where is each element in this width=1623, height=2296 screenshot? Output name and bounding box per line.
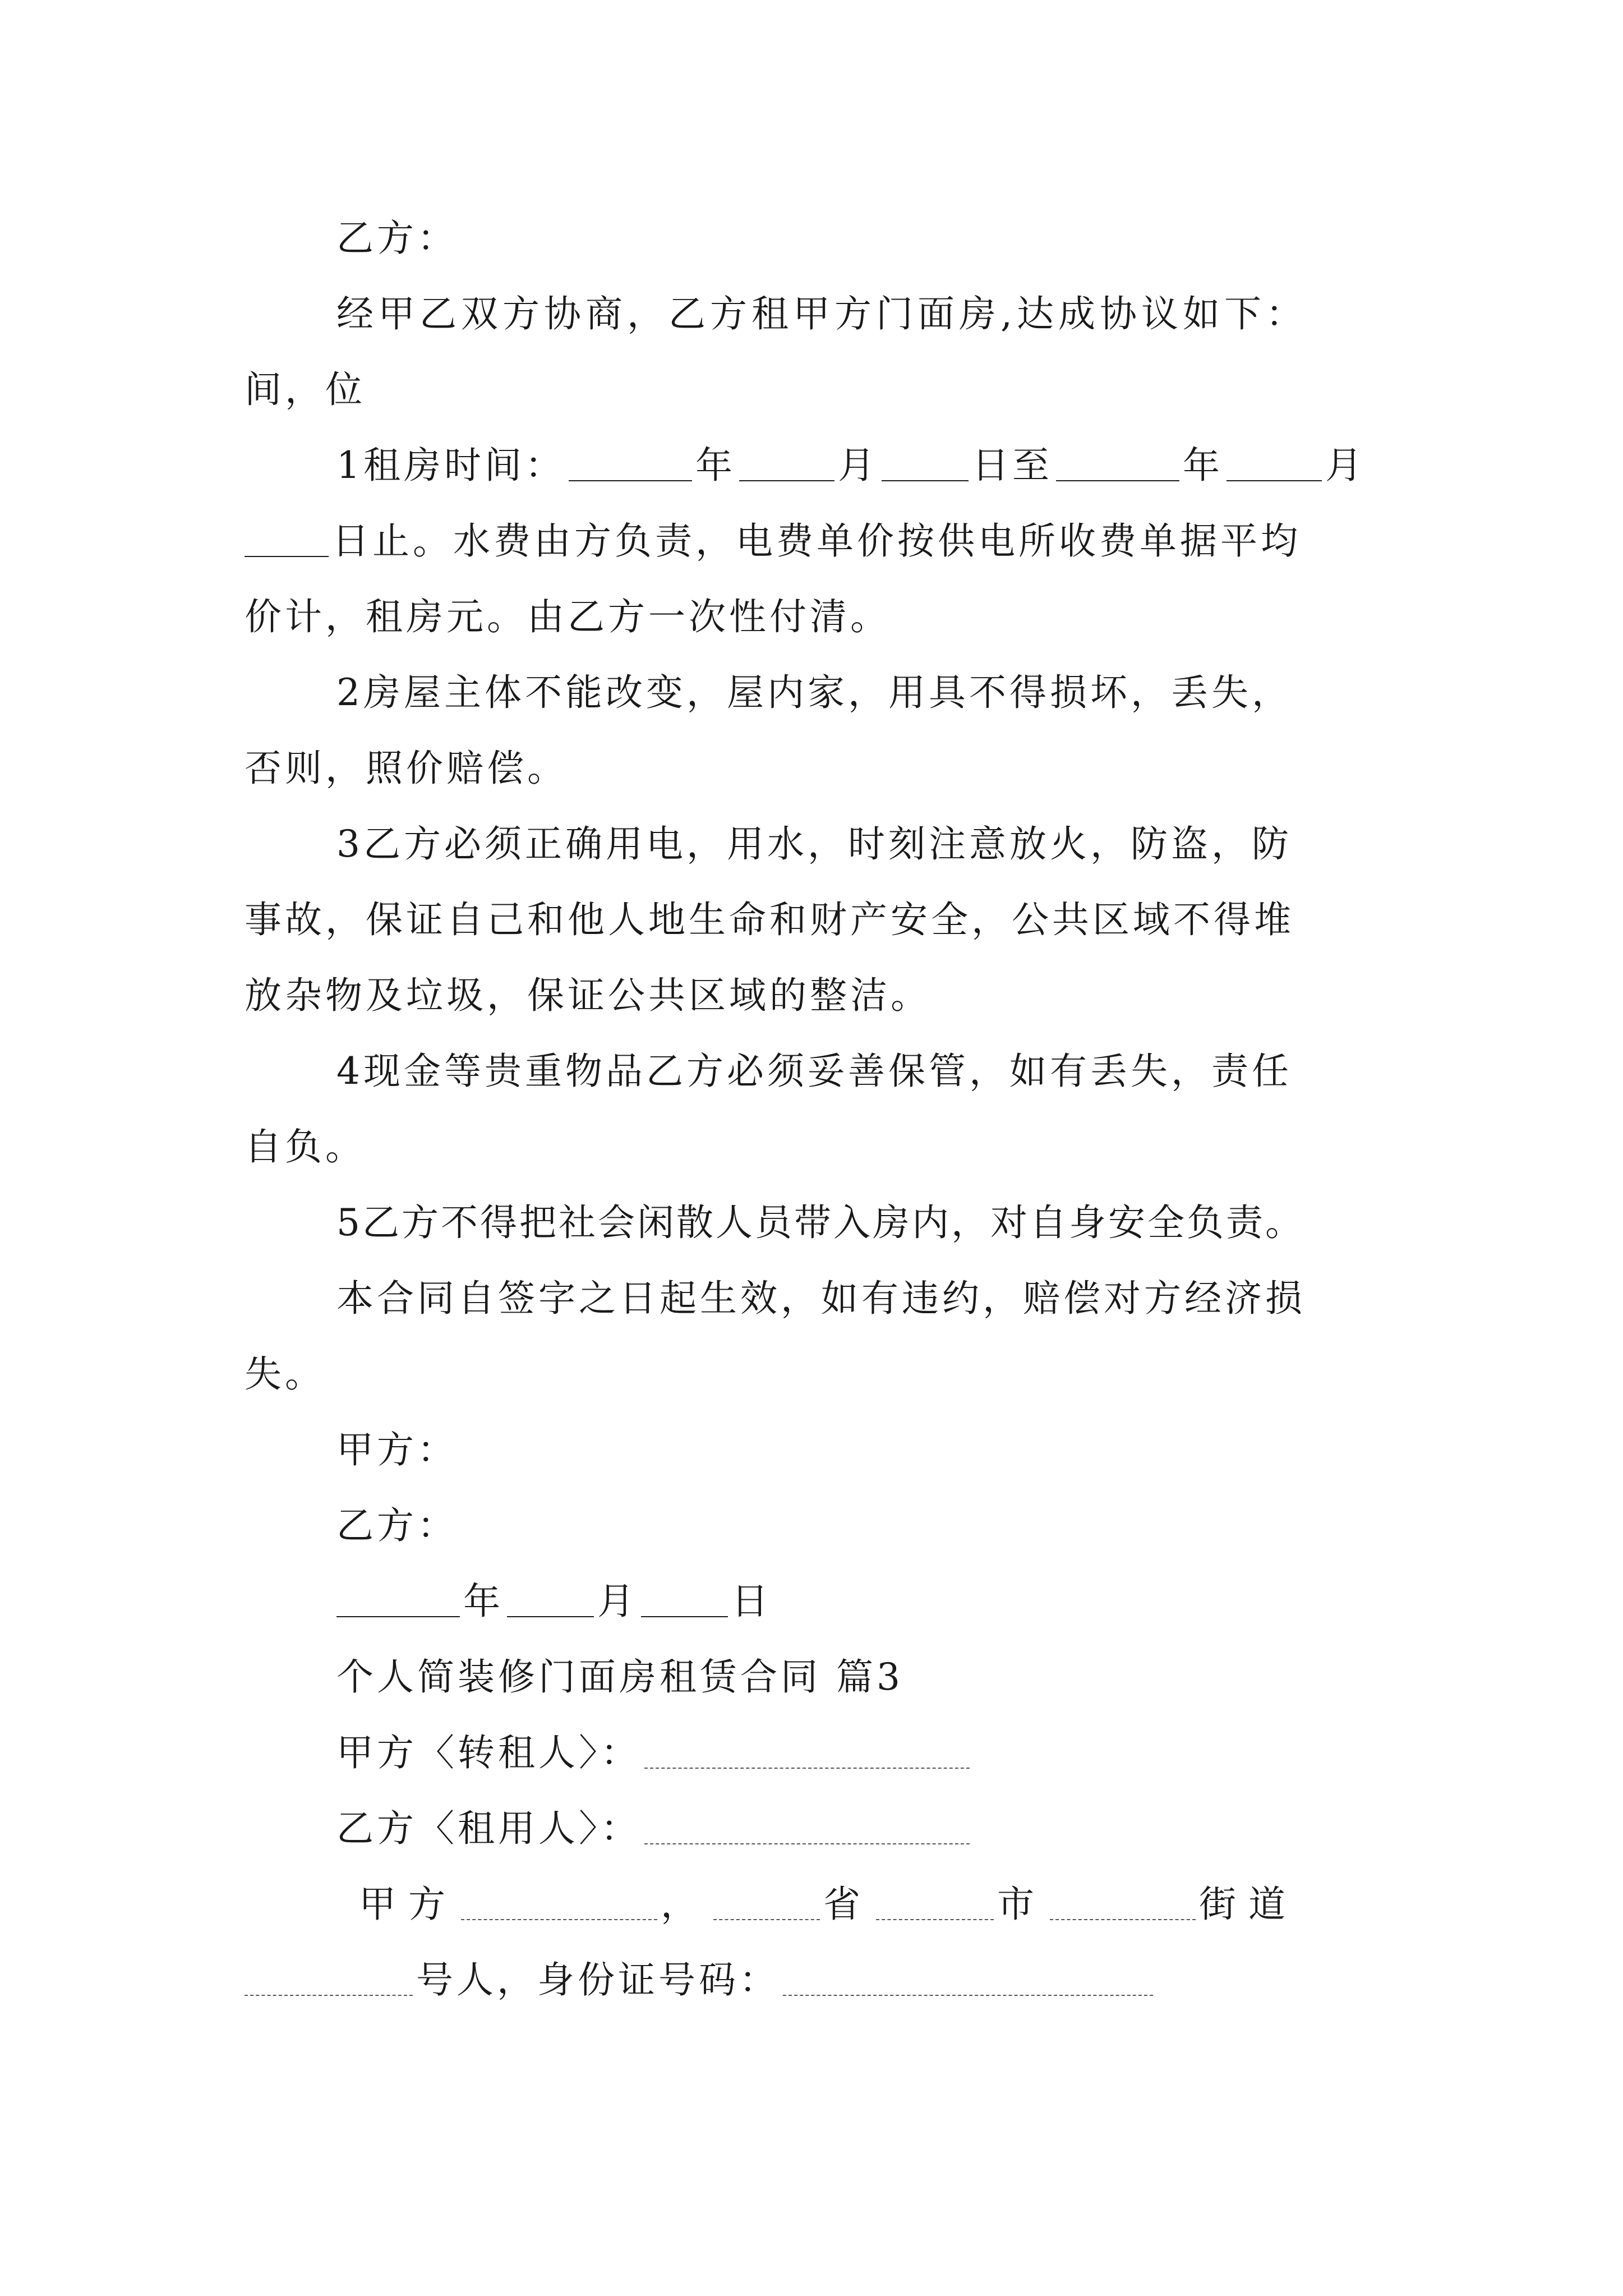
year-label: 年 [695,444,736,487]
party-a-label: 甲方 [359,1883,458,1926]
body-line [245,519,1301,564]
month-label: 月 [838,444,878,487]
blank-field [245,1961,413,1996]
section-title: 个人简装修门面房租赁合同 篇3 [336,1655,903,1699]
blank-field [641,1582,728,1617]
blank-field [1227,447,1322,481]
rent-period-line [336,443,1366,488]
blank-field [1050,1885,1196,1920]
blank-field [876,1885,994,1920]
party-b-signature: 乙方： [336,1504,458,1547]
blank-field [336,1582,460,1617]
body-text: 日止。水费由方负责，电费单价按供电所收费单据平均 [332,519,1301,563]
clause-5: 5乙方不得把社会闲散人员带入房内，对自身安全负责。 [336,1201,1304,1244]
blank-field [507,1582,594,1617]
id-number-line [245,1958,1156,2003]
party-a-signature: 甲方： [336,1428,458,1471]
month-label: 月 [1325,444,1366,487]
sublessor-line [336,1731,973,1775]
blank-field [461,1885,657,1920]
comma: ， [661,1883,710,1926]
city-label: 市 [997,1883,1046,1926]
party-b-label: 乙方： [336,217,458,260]
rent-period-label: 1租房时间： [336,444,565,487]
body-line: 价计，租房元。由乙方一次性付清。 [245,595,891,638]
blank-field [245,522,329,557]
blank-field [882,447,969,481]
blank-field [783,1961,1153,1996]
body-line: 事故，保证自己和他人地生命和财产安全，公共区域不得堆 [245,898,1294,941]
province-label: 省 [823,1883,873,1926]
effective-clause: 本合同自签字之日起生效，如有违约，赔偿对方经济损 [336,1277,1306,1320]
body-line: 自负。 [245,1125,366,1168]
lessee-label: 乙方〈租用人〉： [336,1807,641,1850]
clause-4: 4现金等贵重物品乙方必须妥善保管，如有丢失，责任 [336,1050,1292,1093]
day-label: 日 [731,1580,772,1623]
body-line: 放杂物及垃圾，保证公共区域的整洁。 [245,974,931,1017]
day-to-label: 日至 [972,444,1053,487]
year-label: 年 [1183,444,1223,487]
lessee-line [336,1806,973,1851]
blank-field [739,447,834,481]
body-line: 否则，照价赔偿。 [245,747,568,790]
body-line: 失。 [245,1352,325,1396]
clause-3: 3乙方必须正确用电，用水，时刻注意放火，防盗，防 [336,822,1292,866]
blank-field [644,1810,970,1844]
date-line [336,1579,772,1624]
blank-field [713,1885,820,1920]
agreement-intro: 经甲乙双方协商，乙方租甲方门面房,达成协议如下： [336,292,1307,335]
party-a-address-line [359,1882,1298,1927]
year-label: 年 [463,1580,504,1623]
blank-field [569,447,692,481]
blank-field [1056,447,1179,481]
id-number-label: 号人，身份证号码： [416,1958,780,2001]
sublessor-label: 甲方〈转租人〉： [336,1731,641,1774]
month-label: 月 [597,1580,638,1623]
clause-2: 2房屋主体不能改变，屋内家，用具不得损坏，丢失， [336,671,1292,714]
body-line: 间，位 [245,368,366,411]
street-label: 街道 [1199,1883,1298,1926]
blank-field [644,1734,970,1769]
